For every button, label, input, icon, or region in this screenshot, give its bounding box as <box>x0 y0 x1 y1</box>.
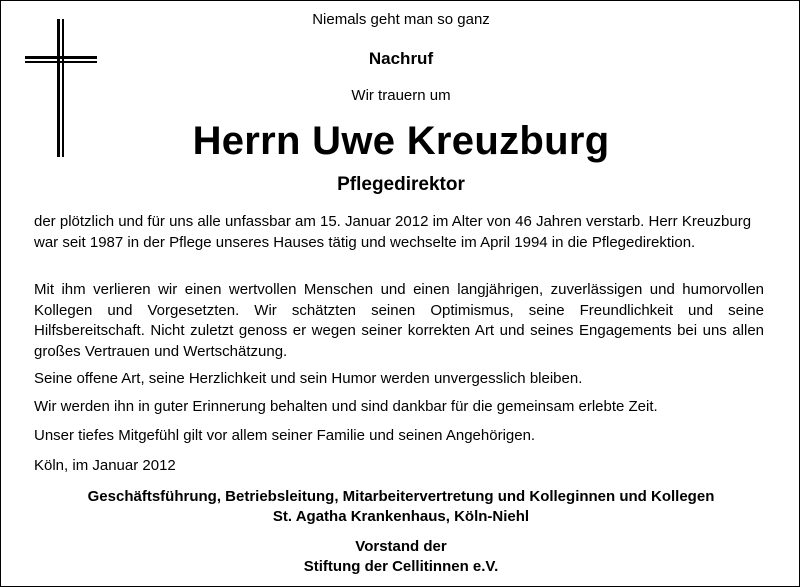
intro-line: Wir trauern um <box>351 87 451 104</box>
deceased-role: Pflegedirektor <box>337 174 465 195</box>
motto: Niemals geht man so ganz <box>312 11 490 28</box>
paragraph-condolence: Unser tiefes Mitgefühl gilt vor allem seiner Familie und seinen Angehörigen. <box>34 427 536 444</box>
signature-foundation <box>1 537 800 577</box>
paragraph-gratitude: Wir werden ihn in guter Erinnerung behalten und sind dankbar für die gemeinsam erlebte Zeit. <box>34 398 658 415</box>
place-date: Köln, im Januar 2012 <box>34 457 176 474</box>
paragraph-death-info: der plötzlich und für uns alle unfassbar am 15. Januar 2012 im Alter von 46 Jahren verstarb. Herr Kreuzburg war seit 1987 in der Pflege unseres Hauses tätig und wechselte im April 1994 in die Pflegedirektion. <box>34 213 752 251</box>
notice-title: Nachruf <box>368 49 434 68</box>
signature-foundation-line2: Stiftung der Cellitinnen e.V. <box>303 558 499 575</box>
signature-hospital-line2: St. Agatha Krankenhaus, Köln-Niehl <box>272 508 530 525</box>
paragraph-tribute: Mit ihm verlieren wir einen wertvollen Menschen und einen langjährigen, zuverlässigen und humorvollen Kollegen und Vorgesetzten. Wir schätzten seinen Optimismus, seine Freundlichkeit und seine Hilfsbereitschaft. Nicht zuletzt genoss er wegen seiner korrekten Art und seines Engagements bei uns allen großes Vertrauen und Wertschätzung. <box>34 281 764 360</box>
signature-foundation-line1: Vorstand der <box>355 538 447 555</box>
deceased-name: Herrn Uwe Kreuzburg <box>192 119 610 163</box>
paragraph-memory: Seine offene Art, seine Herzlichkeit und sein Humor werden unvergesslich bleiben. <box>34 370 583 387</box>
signature-hospital <box>1 487 800 527</box>
signature-hospital-line1: Geschäftsführung, Betriebsleitung, Mitarbeitervertretung und Kolleginnen und Kollegen <box>87 488 715 505</box>
